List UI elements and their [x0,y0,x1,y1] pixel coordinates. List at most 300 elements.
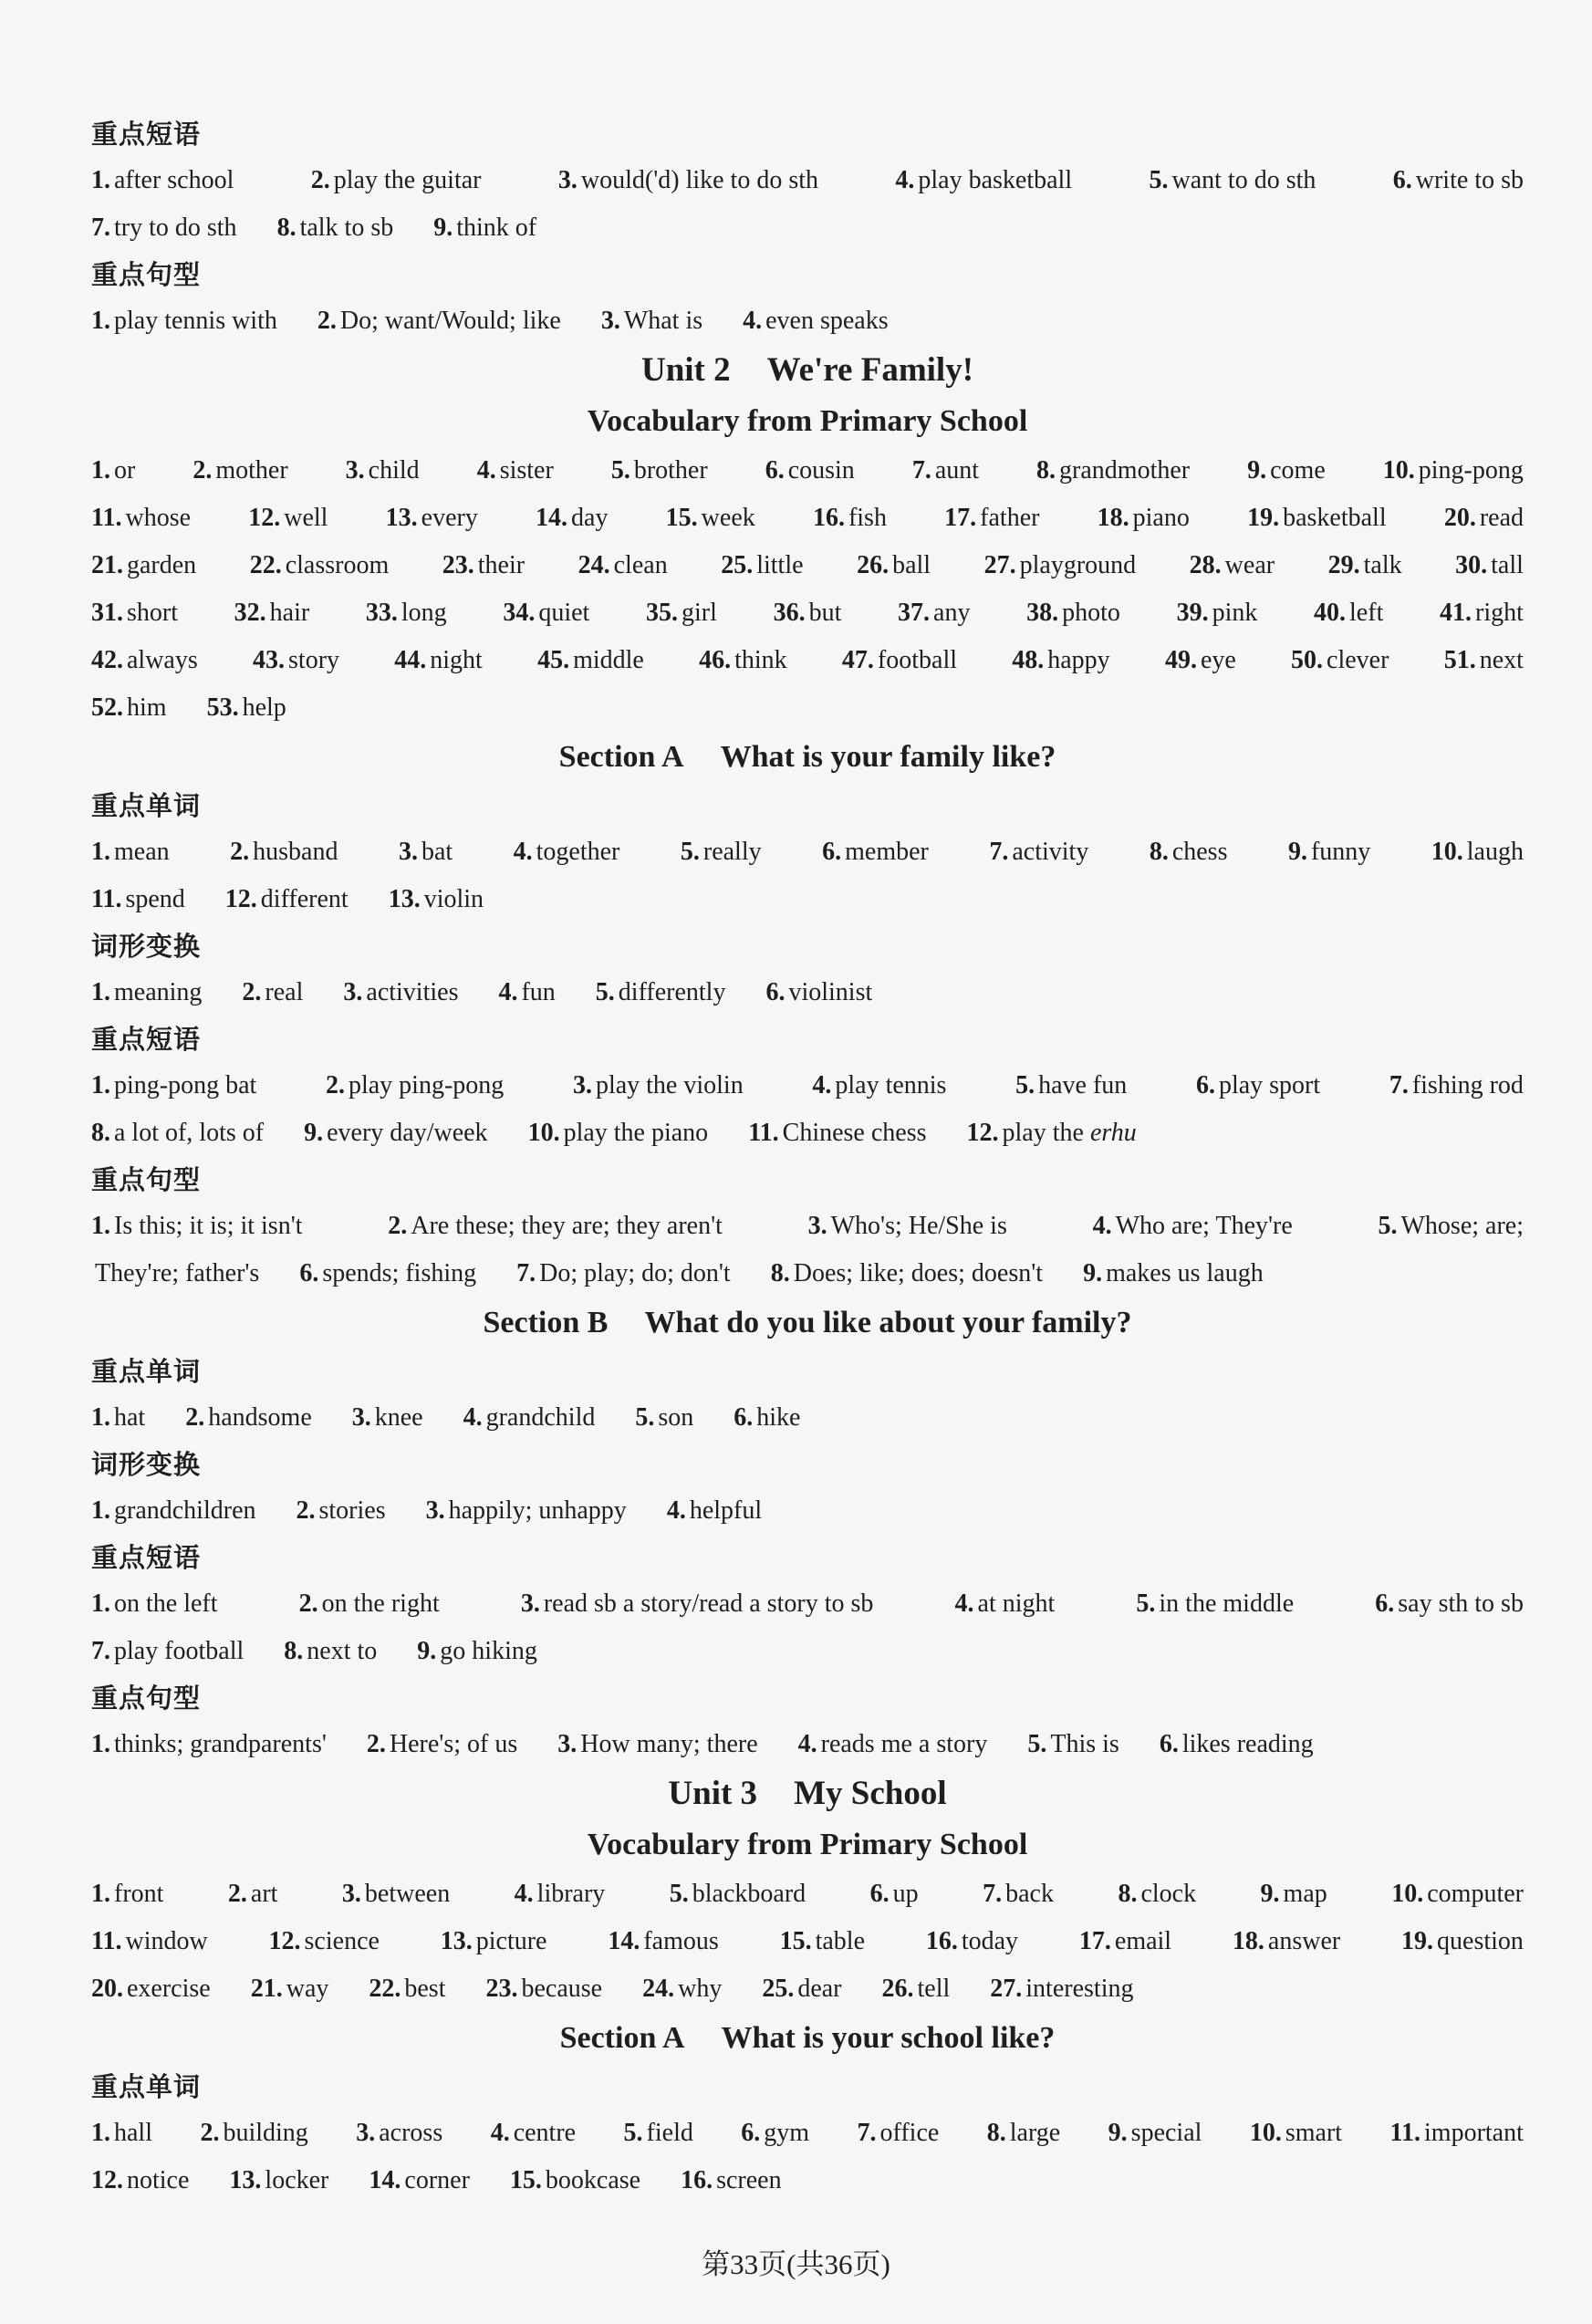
answer-item [667,1487,762,1535]
item-answer: story [288,646,340,674]
item-answer: clean [613,551,668,579]
item-answer: want to do sth [1171,166,1316,194]
item-answer: fish [848,504,887,532]
item-answer-italic: erhu [1089,1119,1137,1147]
item-number: 6. [1392,166,1412,194]
answer-item [765,447,855,495]
section-label: 重点单词 [91,790,202,821]
item-answer: chess [1171,838,1228,866]
item-number: 4. [463,1403,483,1432]
answer-row [91,637,1524,684]
item-number: 7. [989,838,1009,866]
item-answer: mean [114,838,170,866]
item-number: 13. [385,504,418,532]
answer-item [578,542,668,589]
answer-item [367,1721,517,1768]
item-number: 25. [762,1975,795,2003]
item-number: 5. [595,978,615,1006]
answer-item [1288,829,1370,876]
item-number: 13. [229,2166,262,2194]
answer-item [1431,829,1524,876]
item-answer: a lot of, lots of [114,1119,265,1147]
item-answer: gym [764,2119,810,2147]
item-answer: real [265,978,304,1006]
item-answer: violin [423,885,484,913]
answer-item [870,1871,919,1918]
item-answer: try to do sth [114,214,237,242]
item-answer: corner [404,2166,470,2194]
item-number: 4. [812,1071,832,1099]
item-answer: interesting [1025,1975,1134,2003]
answer-item [681,2157,782,2204]
item-number: 44. [394,646,427,674]
item-answer: really [702,838,762,866]
item-answer: play basketball [918,166,1073,194]
section-label: 重点单词 [91,2071,202,2102]
item-number: 10. [1431,838,1463,866]
item-answer: across [379,2119,443,2147]
item-number: 21. [91,551,123,579]
answer-item [225,876,349,923]
answer-item [1079,1918,1171,1965]
item-answer: hall [114,2119,152,2147]
item-number: 8. [770,1259,790,1287]
item-number: 28. [1189,551,1222,579]
item-number: 16. [925,1927,958,1955]
item-answer: funny [1310,838,1371,866]
item-answer: Here's; of us [389,1730,518,1758]
item-answer: helpful [689,1496,763,1525]
item-answer: handsome [208,1403,312,1432]
item-number: 5. [635,1403,655,1432]
answer-item [91,2110,152,2157]
item-number: 1. [91,1071,110,1099]
item-number: 31. [91,599,123,627]
item-answer: husband [253,838,338,866]
item-answer: eye [1200,646,1236,674]
item-answer: come [1270,456,1326,485]
item-number: 8. [1149,838,1169,866]
section-heading [91,2013,1524,2064]
item-answer: football [877,646,957,674]
answer-item [253,637,339,684]
item-number: 12. [268,1927,301,1955]
answer-item [1444,637,1524,684]
item-number: 49. [1164,646,1197,674]
answer-item [601,297,702,345]
item-answer: in the middle [1159,1589,1295,1618]
item-answer: fishing rod [1411,1071,1524,1099]
item-answer: back [1005,1880,1054,1908]
answer-row [91,2110,1524,2157]
item-number: 1. [91,1403,110,1432]
answer-item [207,684,286,732]
item-answer: member [845,838,929,866]
item-number: 3. [425,1496,445,1525]
item-answer: playground [1019,551,1137,579]
item-number: 20. [91,1975,123,2003]
item-number: 14. [369,2166,401,2194]
answer-item [369,2157,470,2204]
answer-item [185,1394,312,1442]
answer-item [299,1580,440,1628]
answer-item [666,495,755,542]
answer-item [1261,1871,1327,1918]
answer-item [1165,637,1236,684]
answer-item [642,1965,722,2013]
item-answer: garden [127,551,197,579]
item-number: 5. [1149,166,1169,194]
answer-row [91,204,1524,252]
item-answer: piano [1132,504,1190,532]
answer-item [774,589,842,637]
answer-item [1027,1721,1119,1768]
item-number: 32. [234,599,266,627]
item-answer: exercise [127,1975,211,2003]
item-number: 50. [1291,646,1324,674]
answer-row [91,1965,1524,2013]
section-label: 重点句型 [91,259,202,290]
item-answer: next to [307,1637,378,1665]
item-number: 10. [1391,1880,1424,1908]
item-answer: library [536,1880,606,1908]
item-number: 40. [1314,599,1347,627]
page-footer: 第33页(共36页) [702,2248,890,2280]
item-number: 25. [721,551,754,579]
item-number: 3. [356,2119,376,2147]
answer-row [91,684,1524,732]
answer-item [317,297,561,345]
item-number: 12. [966,1119,999,1147]
item-answer: science [304,1927,380,1955]
item-answer: spend [125,885,185,913]
item-answer: Whose; are; [1400,1212,1524,1240]
item-answer: centre [513,2119,577,2147]
answer-item [284,1628,377,1675]
item-number: 3. [345,456,365,485]
item-answer: hair [269,599,310,627]
answer-item [250,542,390,589]
item-number: 45. [537,646,570,674]
item-answer: table [815,1927,866,1955]
answer-row [91,876,1524,923]
section-label: 重点单词 [91,1356,202,1387]
item-answer: middle [573,646,644,674]
item-number: 4. [954,1589,974,1618]
item-number: 24. [642,1975,675,2003]
item-number: 2. [227,1880,247,1908]
item-number: 6. [765,456,785,485]
answer-item [510,2157,640,2204]
answer-item [857,542,931,589]
item-number: 5. [1027,1730,1047,1758]
item-number: 4. [476,456,496,485]
item-answer: activity [1012,838,1089,866]
item-number: 10. [527,1119,560,1147]
item-number: 2. [230,838,250,866]
item-number: 20. [1443,504,1476,532]
item-answer: read sb a story/read a story to sb [543,1589,874,1618]
answer-row [91,542,1524,589]
answer-item [297,1487,386,1535]
answer-item [558,157,818,204]
item-answer: Who's; He/She is [830,1212,1007,1240]
answer-item [477,447,554,495]
item-answer: play ping-pong [348,1071,505,1099]
answer-item [536,495,608,542]
item-number: 7. [857,2119,877,2147]
answer-item [734,1394,800,1442]
item-answer: because [521,1975,603,2003]
item-number: 41. [1440,599,1472,627]
answer-row [91,1721,1524,1768]
item-answer: window [125,1927,208,1955]
answer-item [91,1110,264,1157]
heading-part: Section B [483,1306,609,1339]
unit-heading [91,345,1524,396]
item-answer: Are these; they are; they aren't [411,1212,723,1240]
answer-item [989,829,1088,876]
answer-item [91,1203,303,1250]
item-number: 1. [91,838,110,866]
answer-item [842,637,957,684]
item-answer: blackboard [692,1880,806,1908]
section-label: 词形变换 [91,931,202,962]
section-heading [91,1297,1524,1349]
item-number: 3. [557,1730,577,1758]
item-answer: write to sb [1415,166,1524,194]
item-number: 1. [91,1589,110,1618]
answer-item [485,1965,602,2013]
answer-item [1118,1871,1196,1918]
item-number: 33. [365,599,398,627]
answer-row [91,1871,1524,1918]
answer-item [1328,542,1402,589]
section-heading [91,732,1524,783]
section-heading [91,396,1524,447]
heading-title: We're Family! [766,351,974,389]
item-number: 7. [983,1880,1003,1908]
answer-item [369,1965,445,2013]
answer-item [426,1487,627,1535]
answer-item [463,1394,596,1442]
item-answer: likes reading [1181,1730,1314,1758]
item-answer: clever [1327,646,1389,674]
item-number: 9. [1108,2119,1128,2147]
item-number: 15. [779,1927,812,1955]
answer-item [1314,589,1383,637]
answer-item [1196,1062,1320,1110]
answer-item [248,495,328,542]
item-number: 4. [1092,1212,1112,1240]
answer-item [1093,1203,1293,1250]
item-answer: clock [1140,1880,1197,1908]
item-answer: front [114,1880,164,1908]
item-number: 9. [433,214,453,242]
unit-heading [91,1768,1524,1819]
item-number: 1. [91,978,110,1006]
answer-row [91,1487,1524,1535]
answer-item [765,969,872,1016]
heading-part: Unit 3 [668,1775,758,1812]
item-number: 2. [366,1730,386,1758]
answer-item [442,542,525,589]
item-number: 38. [1026,599,1059,627]
answer-item [343,969,458,1016]
item-answer: talk [1363,551,1402,579]
answer-item [1379,1203,1524,1250]
item-number: 26. [857,551,890,579]
item-answer: computer [1427,1880,1524,1908]
answer-item [91,447,135,495]
item-number: 7. [91,214,110,242]
answer-item [91,1580,218,1628]
answer-item [91,1871,163,1918]
answer-row [91,157,1524,204]
item-answer: reads me a story [820,1730,988,1758]
item-number: 24. [577,551,610,579]
item-number: 6. [741,2119,761,2147]
item-answer: Do; play; do; don't [539,1259,731,1287]
item-number: 5. [1378,1212,1398,1240]
item-number: 46. [699,646,732,674]
answer-item [528,1110,709,1157]
answer-item [386,495,478,542]
item-number: 4. [490,2119,510,2147]
answer-item [1036,447,1190,495]
item-answer: whose [125,504,192,532]
item-answer: different [260,885,349,913]
item-number: 47. [841,646,874,674]
item-answer: always [127,646,198,674]
item-answer: differently [618,978,726,1006]
item-number: 15. [509,2166,542,2194]
answer-item [311,157,482,204]
answer-item [516,1250,731,1297]
section-label: 重点短语 [91,1542,202,1573]
item-answer: This is [1050,1730,1119,1758]
answer-item [91,684,167,732]
item-number: 30. [1455,551,1488,579]
item-number: 9. [304,1119,324,1147]
item-answer: hat [114,1403,146,1432]
item-answer: ball [892,551,931,579]
answer-item [326,1062,504,1110]
item-answer: any [933,599,971,627]
item-answer: right [1475,599,1524,627]
item-number: 9. [1287,838,1307,866]
item-number: 3. [520,1589,540,1618]
item-answer: play the piano [563,1119,709,1147]
answer-item [596,969,726,1016]
item-answer: quiet [538,599,590,627]
item-answer: dear [797,1975,842,2003]
answer-item [858,2110,940,2157]
item-number: 2. [298,1589,318,1618]
answer-item [780,1918,865,1965]
item-answer: grandmother [1059,456,1191,485]
answer-item [91,297,277,345]
item-number: 4. [514,1880,534,1908]
answer-item [1150,829,1228,876]
answer-item [1150,157,1316,204]
answer-item [91,637,198,684]
answer-item [91,1628,244,1675]
answer-item [91,1487,256,1535]
item-answer: Does; like; does; doesn't [793,1259,1044,1287]
answer-row [91,2157,1524,2204]
item-answer: play tennis with [114,307,277,335]
answer-item [242,969,303,1016]
item-number: 7. [91,1637,110,1665]
item-number: 2. [296,1496,316,1525]
item-number: 17. [1078,1927,1111,1955]
item-number: 4. [743,307,763,335]
answer-item [91,876,185,923]
item-answer: play the violin [595,1071,744,1099]
section-label: 重点句型 [91,1683,202,1714]
item-answer: large [1009,2119,1061,2147]
item-answer: smart [1285,2119,1343,2147]
answer-content [91,111,1537,2204]
answer-item [1160,1721,1314,1768]
item-answer: office [879,2119,940,2147]
item-number: 13. [440,1927,473,1955]
item-answer: answer [1267,1927,1341,1955]
item-answer: stories [318,1496,386,1525]
answer-item [611,447,708,495]
answer-item [813,495,887,542]
item-number: 12. [248,504,281,532]
item-number: 3. [351,1403,371,1432]
answer-item [1012,637,1109,684]
item-number: 4. [498,978,518,1006]
answer-item [1391,1871,1524,1918]
item-answer: thinks; grandparents' [114,1730,327,1758]
item-number: 7. [1389,1071,1409,1099]
answer-item [721,542,803,589]
answer-item [91,969,202,1016]
item-number: 1. [91,1496,110,1525]
item-answer: spends; fishing [322,1259,477,1287]
item-number: 36. [773,599,806,627]
item-answer: map [1283,1880,1327,1908]
answer-row [91,495,1524,542]
item-number: 6. [1195,1071,1215,1099]
item-number: 3. [557,166,577,194]
item-answer: pink [1212,599,1258,627]
answer-item [699,637,787,684]
item-answer: ping-pong bat [114,1071,257,1099]
heading-part: Vocabulary from Primary School [587,1828,1028,1861]
item-number: 5. [1015,1071,1035,1099]
item-number: 11. [91,504,122,532]
item-answer: think [734,646,787,674]
answer-item [1136,1580,1294,1628]
item-number: 43. [253,646,286,674]
item-number: 14. [536,504,568,532]
item-answer: up [892,1880,919,1908]
answer-item [1440,589,1524,637]
answer-item [352,1394,423,1442]
answer-item [389,876,484,923]
answer-item [417,1628,537,1675]
item-number: 1. [91,166,110,194]
item-answer: picture [475,1927,547,1955]
answer-item [1108,2110,1202,2157]
item-answer: bookcase [545,2166,641,2194]
item-number: 1. [91,2119,110,2147]
